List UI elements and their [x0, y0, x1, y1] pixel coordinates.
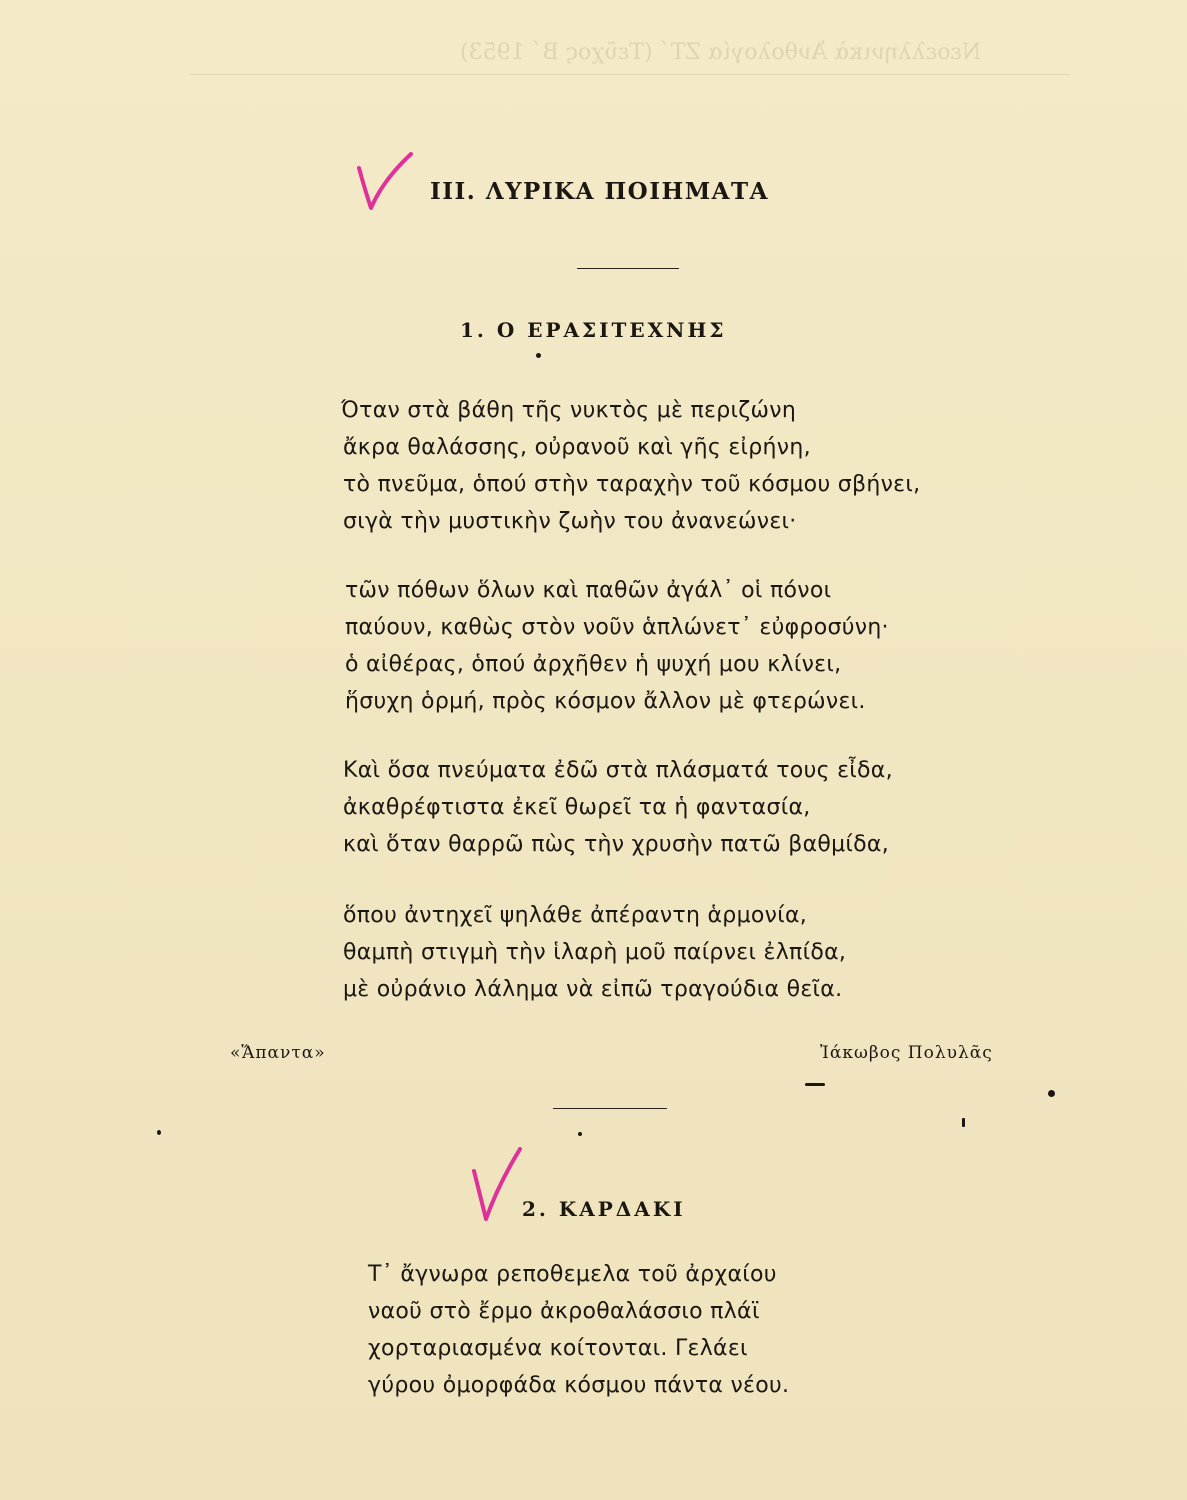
- verse-line: καὶ ὅταν θαρρῶ πὼς τὴν χρυσὴν πατῶ βαθμίδα,: [343, 832, 890, 857]
- poem-title: 1. Ο ΕΡΑΣΙΤΕΧΝΗΣ: [460, 318, 727, 342]
- poem-source: «Ἅπαντα»: [230, 1043, 326, 1063]
- verse-line: ὁ αἰθέρας, ὁπού ἀρχῆθεν ἡ ψυχή μου κλίνει,: [345, 652, 842, 677]
- ink-speck: [805, 1083, 825, 1086]
- verse-line: Καὶ ὅσα πνεύματα ἐδῶ στὰ πλάσματά τους εἶδα,: [343, 758, 893, 783]
- verse-line: χορταριασμένα κοίτονται. Γελάει: [368, 1336, 748, 1361]
- ink-speck: [1048, 1090, 1055, 1097]
- verse-line: ἥσυχη ὁρμή, πρὸς κόσμον ἄλλον μὲ φτερώνει.: [345, 689, 866, 714]
- heading-divider: [577, 268, 679, 269]
- verse-line: Όταν στὰ βάθη τῆς νυκτὸς μὲ περιζώνη: [341, 398, 797, 423]
- verse-line: γύρου ὀμορφάδα κόσμου πάντα νέου.: [368, 1373, 790, 1398]
- poem-author: Ἰάκωβος Πολυλᾶς: [820, 1043, 993, 1063]
- verse-line: μὲ οὐράνιο λάλημα νὰ εἰπῶ τραγούδια θεῖα.: [343, 977, 843, 1002]
- poem-title: 2. ΚΑΡΔΑΚΙ: [522, 1197, 686, 1221]
- section-heading: ΙΙΙ. ΛΥΡΙΚΑ ΠΟΙΗΜΑΤΑ: [430, 178, 769, 205]
- bleed-through-rule: [190, 74, 1070, 75]
- verse-line: Τ᾽ ἄγνωρα ρεποθεμελα τοῦ ἀρχαίου: [368, 1262, 777, 1287]
- verse-line: ὅπου ἀντηχεῖ ψηλάθε ἀπέραντη ἁρμονία,: [343, 903, 808, 928]
- verse-line: τῶν πόθων ὅλων καὶ παθῶν ἀγάλ᾽ οἱ πόνοι: [345, 578, 832, 603]
- verse-line: ναοῦ στὸ ἔρμο ἀκροθαλάσσιο πλάϊ: [368, 1299, 760, 1324]
- ink-speck: [578, 1132, 582, 1136]
- ink-speck: [962, 1118, 965, 1127]
- verse-line: ἄκρα θαλάσσης, οὐρανοῦ καὶ γῆς εἰρήνη,: [343, 435, 811, 460]
- verse-line: ἀκαθρέφτιστα ἐκεῖ θωρεῖ τα ἡ φαντασία,: [343, 795, 811, 820]
- verse-line: σιγὰ τὴν μυστικὴν ζωὴν του ἀνανεώνει·: [343, 509, 797, 534]
- check-mark-icon: [468, 1145, 528, 1225]
- verse-line: θαμπὴ στιγμὴ τὴν ἱλαρὴ μοῦ παίρνει ἐλπίδα,: [343, 940, 847, 965]
- bleed-through-running-head: Νεοελληνικὰ Ἀνθολογία ΖΤ΄ (Τεῦχος Β΄ 1953): [460, 40, 982, 65]
- verse-line: τὸ πνεῦμα, ὁπού στὴν ταραχὴν τοῦ κόσμου σβήνει,: [343, 472, 921, 497]
- ink-speck: [157, 1130, 161, 1135]
- verse-line: παύουν, καθὼς στὸν νοῦν ἁπλώνετ᾽ εὐφροσύνη·: [345, 615, 889, 640]
- ink-speck: [536, 353, 541, 358]
- check-mark-icon: [355, 150, 415, 215]
- poem-divider: [553, 1108, 667, 1109]
